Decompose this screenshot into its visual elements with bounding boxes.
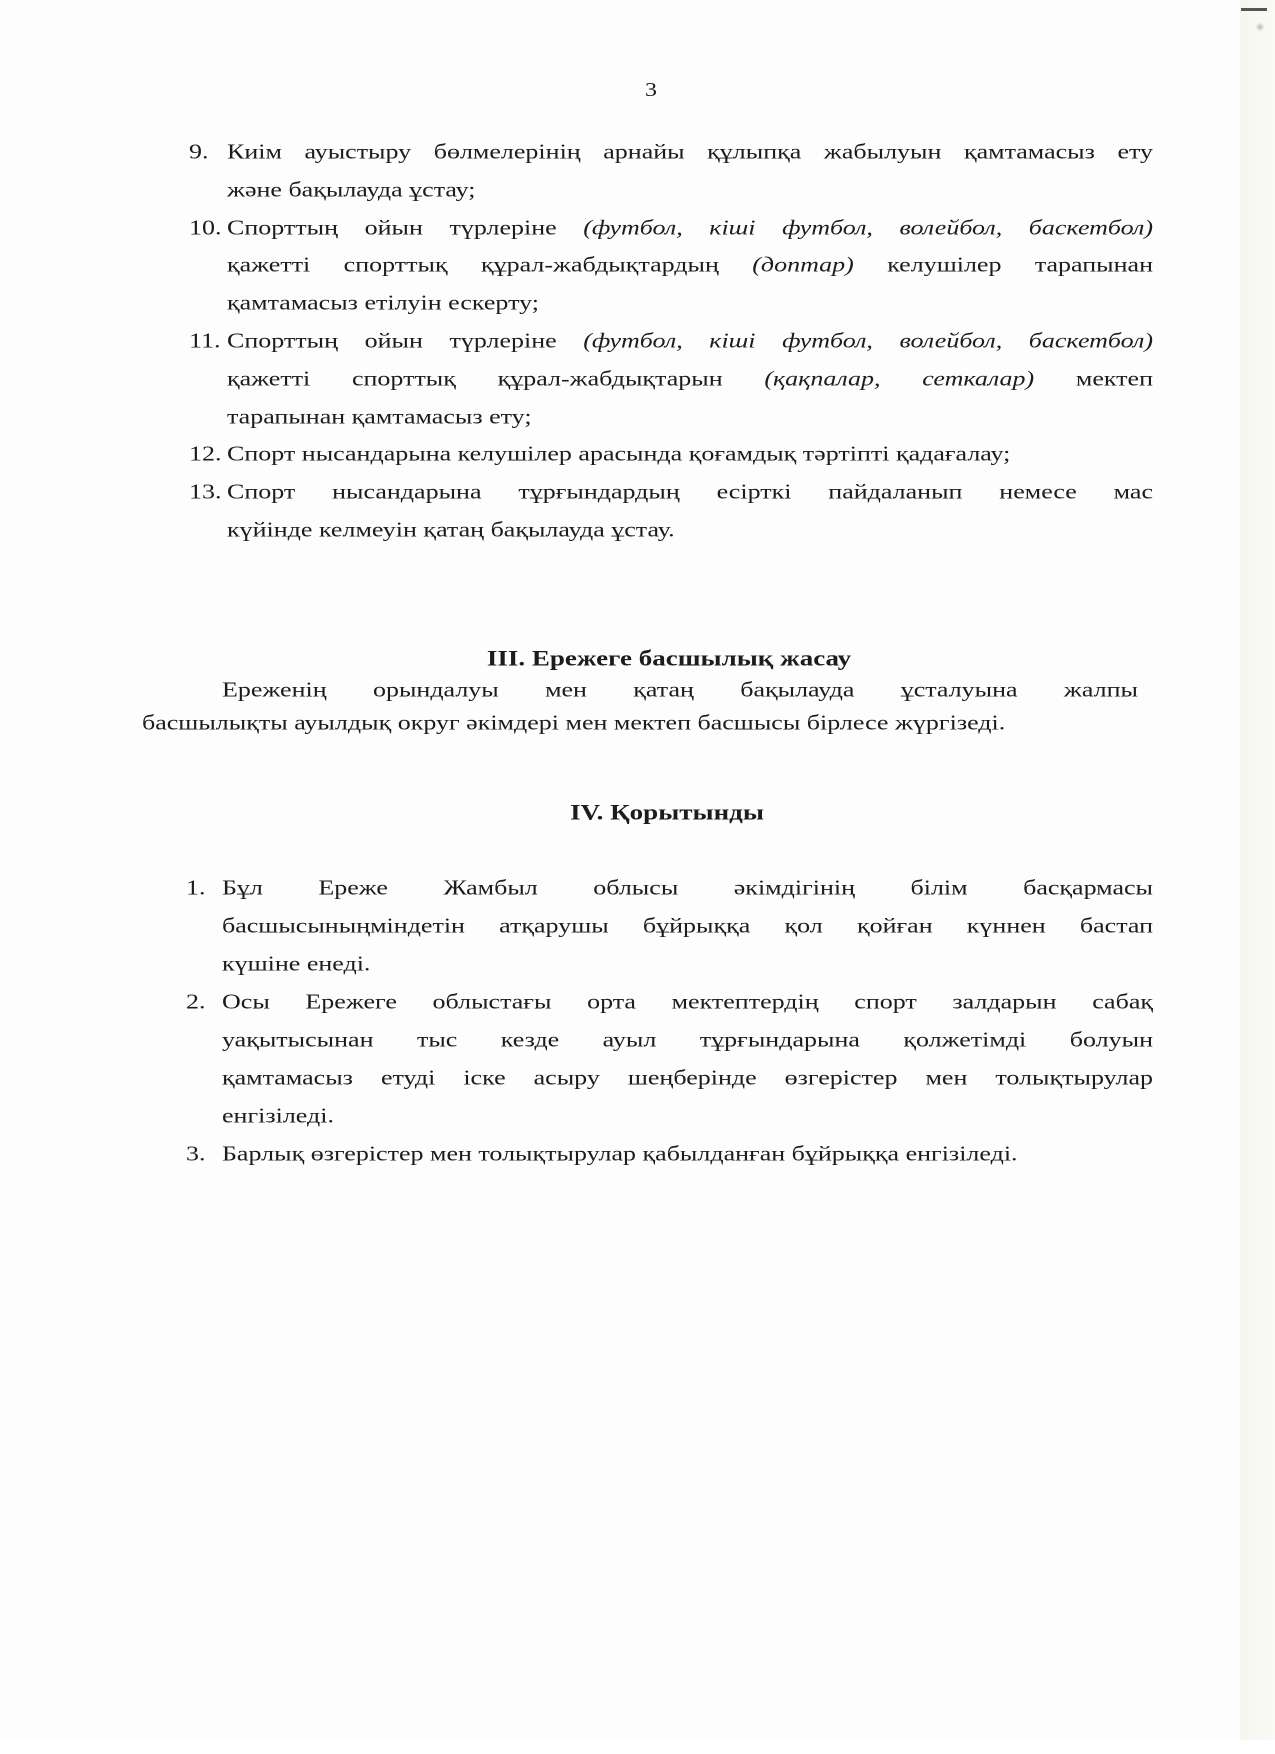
text-run: күйінде келмеуін қатаң бақылауда ұстау.: [227, 518, 675, 542]
section-3-paragraph-line-1: Ереженің орындалуы мен қатаң бақылауда ұсталуына жалпы: [222, 678, 1138, 702]
scan-speck: [1256, 22, 1264, 32]
list-item-number: 11.: [189, 329, 221, 353]
italic-text: (футбол, кіші футбол, волейбол, баскетбол): [583, 215, 1153, 239]
conclusion-item-number: 3.: [186, 1142, 206, 1166]
list-item-number: 10.: [189, 215, 222, 239]
conclusion-item-line: Барлық өзгерістер мен толықтырулар қабылданған бұйрыққа енгізіледі.: [222, 1142, 1018, 1166]
list-item-line: [227, 253, 1153, 277]
text-run: қажетті спорттық құрал-жабдықтардың: [227, 253, 753, 277]
section-3-heading: III. Ережеге басшылық жасау: [486, 645, 852, 671]
text-run: қамтамасыз етілуін ескерту;: [227, 291, 539, 315]
text-run: Спорттың ойын түрлеріне: [227, 215, 584, 239]
conclusion-item-line: күшіне енеді.: [222, 952, 371, 976]
text-run: және бақылауда ұстау;: [227, 177, 476, 201]
scan-edge-mark: [1241, 8, 1267, 11]
italic-text: (қақпалар, сеткалар): [764, 366, 1035, 390]
italic-text: (доптар): [752, 253, 854, 277]
list-item-number: 9.: [189, 140, 209, 164]
list-item-line: [227, 480, 1153, 504]
text-run: мектеп: [1034, 366, 1153, 390]
text-run: Спорт нысандарына келушілер арасында қоғамдық тәртіпті қадағалау;: [227, 442, 1011, 466]
text-run: келушілер тарапынан: [853, 253, 1153, 277]
conclusion-item-line: қамтамасыз етуді іске асыру шеңберінде өзгерістер мен толықтырулар: [222, 1066, 1153, 1090]
list-item-line: [227, 178, 475, 202]
text-run: тарапынан қамтамасыз ету;: [227, 404, 532, 428]
scan-bottom-edge: [0, 1740, 1275, 1754]
list-item-line: [227, 140, 1153, 164]
list-item-line: [227, 291, 539, 315]
list-item-number: 12.: [189, 442, 222, 466]
list-item-number: 13.: [189, 480, 222, 504]
section-4-heading: IV. Қорытынды: [570, 799, 764, 825]
list-item-line: [227, 367, 1153, 391]
conclusion-item-line: басшысыныңміндетін атқарушы бұйрыққа қол қойған күннен бастап: [222, 914, 1153, 938]
page-number: 3: [645, 78, 657, 102]
text-run: Киім ауыстыру бөлмелерінің арнайы құлыпқа жабылуын қамтамасыз ету: [227, 140, 1153, 164]
conclusion-item-line: уақытысынан тыс кезде ауыл тұрғындарына қолжетімді болуын: [222, 1028, 1153, 1052]
conclusion-item-line: Бұл Ереже Жамбыл облысы әкімдігінің білім басқармасы: [222, 876, 1153, 900]
section-3-paragraph-line-2: басшылықты ауылдық округ әкімдері мен мектеп басшысы бірлесе жүргізеді.: [142, 711, 1006, 735]
conclusion-item-line: енгізіледі.: [222, 1104, 334, 1128]
text-run: Спорттың ойын түрлеріне: [227, 329, 584, 353]
text-run: қажетті спорттық құрал-жабдықтарын: [227, 366, 765, 390]
scan-edge: [1240, 0, 1275, 1754]
italic-text: (футбол, кіші футбол, волейбол, баскетбол): [583, 329, 1153, 353]
conclusion-item-number: 1.: [186, 876, 206, 900]
list-item-line: [227, 216, 1153, 240]
list-item-line: [227, 405, 532, 429]
text-run: Спорт нысандарына тұрғындардың есірткі пайдаланып немесе мас: [227, 480, 1153, 504]
conclusion-item-line: Осы Ережеге облыстағы орта мектептердің спорт залдарын сабақ: [222, 990, 1153, 1014]
list-item-line: [227, 329, 1153, 353]
list-item-line: [227, 442, 1010, 466]
list-item-line: [227, 518, 675, 542]
conclusion-item-number: 2.: [186, 990, 206, 1014]
